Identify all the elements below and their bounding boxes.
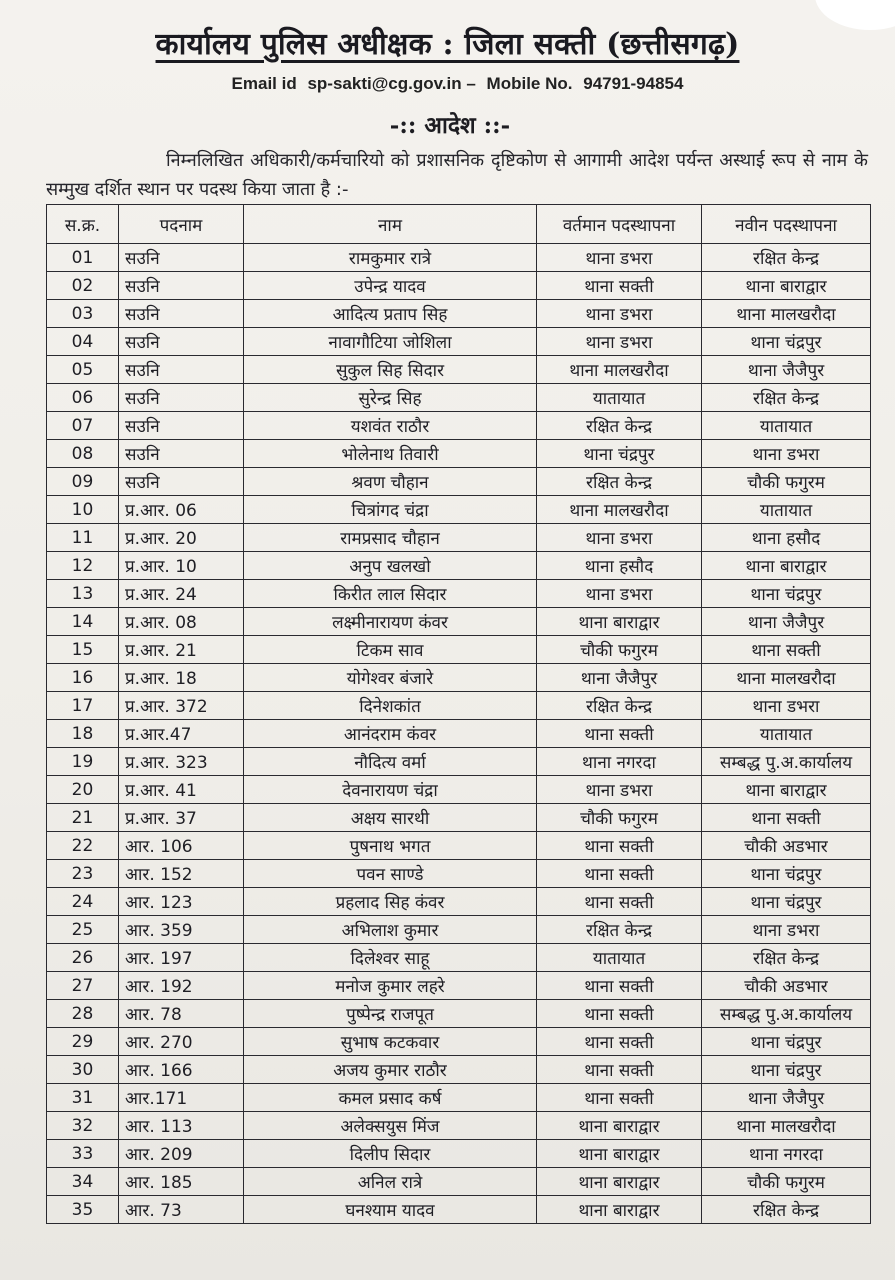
table-row bbox=[47, 972, 871, 1000]
designation-cell: सउनि bbox=[119, 384, 244, 412]
designation-cell: प्र.आर. 08 bbox=[119, 608, 244, 636]
table-row bbox=[47, 692, 871, 720]
table-row bbox=[47, 748, 871, 776]
new-posting-cell: थाना जैजैपुर bbox=[702, 1084, 871, 1112]
name-cell: यशवंत राठौर bbox=[244, 412, 537, 440]
new-posting-cell: थाना चंद्रपुर bbox=[702, 1056, 871, 1084]
designation-cell: आर. 166 bbox=[119, 1056, 244, 1084]
name-cell: भोलेनाथ तिवारी bbox=[244, 440, 537, 468]
current-posting-cell: थाना सक्ती bbox=[537, 1028, 702, 1056]
serial-cell: 19 bbox=[47, 748, 119, 776]
name-cell: अजय कुमार राठौर bbox=[244, 1056, 537, 1084]
serial-cell: 09 bbox=[47, 468, 119, 496]
table-row bbox=[47, 524, 871, 552]
new-posting-cell: थाना चंद्रपुर bbox=[702, 860, 871, 888]
current-posting-cell: थाना डभरा bbox=[537, 580, 702, 608]
current-posting-cell: थाना सक्ती bbox=[537, 888, 702, 916]
designation-cell: प्र.आर.47 bbox=[119, 720, 244, 748]
table-row bbox=[47, 720, 871, 748]
serial-cell: 32 bbox=[47, 1112, 119, 1140]
serial-cell: 28 bbox=[47, 1000, 119, 1028]
table-row bbox=[47, 1084, 871, 1112]
new-posting-cell: थाना बाराद्वार bbox=[702, 552, 871, 580]
new-posting-cell: थाना डभरा bbox=[702, 440, 871, 468]
table-row bbox=[47, 384, 871, 412]
new-posting-cell: सम्बद्ध पु.अ.कार्यालय bbox=[702, 1000, 871, 1028]
designation-cell: आर. 192 bbox=[119, 972, 244, 1000]
serial-cell: 30 bbox=[47, 1056, 119, 1084]
new-posting-cell: यातायात bbox=[702, 496, 871, 524]
col-header-new-posting: नवीन पदस्थापना bbox=[702, 205, 871, 244]
serial-cell: 18 bbox=[47, 720, 119, 748]
current-posting-cell: थाना बाराद्वार bbox=[537, 1168, 702, 1196]
new-posting-cell: थाना हसौद bbox=[702, 524, 871, 552]
table-row bbox=[47, 1056, 871, 1084]
new-posting-cell: रक्षित केन्द्र bbox=[702, 244, 871, 272]
serial-cell: 26 bbox=[47, 944, 119, 972]
serial-cell: 29 bbox=[47, 1028, 119, 1056]
serial-cell: 17 bbox=[47, 692, 119, 720]
serial-cell: 05 bbox=[47, 356, 119, 384]
table-row bbox=[47, 832, 871, 860]
current-posting-cell: रक्षित केन्द्र bbox=[537, 412, 702, 440]
designation-cell: आर. 185 bbox=[119, 1168, 244, 1196]
name-cell: किरीत लाल सिदार bbox=[244, 580, 537, 608]
email-address: sp-sakti@cg.gov.in – bbox=[307, 74, 476, 93]
table-row bbox=[47, 272, 871, 300]
name-cell: उपेन्द्र यादव bbox=[244, 272, 537, 300]
col-header-designation: पदनाम bbox=[119, 205, 244, 244]
name-cell: देवनारायण चंद्रा bbox=[244, 776, 537, 804]
current-posting-cell: थाना डभरा bbox=[537, 524, 702, 552]
designation-cell: सउनि bbox=[119, 440, 244, 468]
table-row bbox=[47, 440, 871, 468]
name-cell: टिकम साव bbox=[244, 636, 537, 664]
current-posting-cell: रक्षित केन्द्र bbox=[537, 916, 702, 944]
name-cell: मनोज कुमार लहरे bbox=[244, 972, 537, 1000]
name-cell: आदित्य प्रताप सिह bbox=[244, 300, 537, 328]
serial-cell: 01 bbox=[47, 244, 119, 272]
serial-cell: 10 bbox=[47, 496, 119, 524]
current-posting-cell: थाना डभरा bbox=[537, 328, 702, 356]
name-cell: पुषनाथ भगत bbox=[244, 832, 537, 860]
table-body bbox=[47, 244, 871, 1224]
new-posting-cell: थाना डभरा bbox=[702, 692, 871, 720]
serial-cell: 31 bbox=[47, 1084, 119, 1112]
intro-paragraph: निम्नलिखित अधिकारी/कर्मचारियो को प्रशासनिक दृष्टिकोण से आगामी आदेश पर्यन्त अस्थाई रूप से नाम के सम्मुख दर्शित स्थान पर पदस्थ किया जाता है :- bbox=[46, 150, 868, 200]
current-posting-cell: थाना चंद्रपुर bbox=[537, 440, 702, 468]
serial-cell: 12 bbox=[47, 552, 119, 580]
current-posting-cell: थाना डभरा bbox=[537, 244, 702, 272]
serial-cell: 15 bbox=[47, 636, 119, 664]
name-cell: अनुप खलखो bbox=[244, 552, 537, 580]
new-posting-cell: थाना चंद्रपुर bbox=[702, 888, 871, 916]
table-row bbox=[47, 244, 871, 272]
serial-cell: 07 bbox=[47, 412, 119, 440]
table-row bbox=[47, 412, 871, 440]
serial-cell: 11 bbox=[47, 524, 119, 552]
serial-cell: 03 bbox=[47, 300, 119, 328]
name-cell: प्रहलाद सिह कंवर bbox=[244, 888, 537, 916]
designation-cell: प्र.आर. 18 bbox=[119, 664, 244, 692]
new-posting-cell: चौकी फगुरम bbox=[702, 1168, 871, 1196]
serial-cell: 04 bbox=[47, 328, 119, 356]
name-cell: रामप्रसाद चौहान bbox=[244, 524, 537, 552]
table-row bbox=[47, 356, 871, 384]
name-cell: अनिल रात्रे bbox=[244, 1168, 537, 1196]
serial-cell: 02 bbox=[47, 272, 119, 300]
table-row bbox=[47, 1168, 871, 1196]
designation-cell: सउनि bbox=[119, 412, 244, 440]
table-header-row bbox=[47, 205, 871, 244]
designation-cell: प्र.आर. 323 bbox=[119, 748, 244, 776]
designation-cell: आर. 209 bbox=[119, 1140, 244, 1168]
designation-cell: आर. 152 bbox=[119, 860, 244, 888]
designation-cell: आर. 73 bbox=[119, 1196, 244, 1224]
new-posting-cell: चौकी अडभार bbox=[702, 972, 871, 1000]
contact-line bbox=[0, 74, 895, 94]
table-row bbox=[47, 328, 871, 356]
current-posting-cell: थाना बाराद्वार bbox=[537, 1140, 702, 1168]
name-cell: पुष्पेन्द्र राजपूत bbox=[244, 1000, 537, 1028]
table-row bbox=[47, 300, 871, 328]
current-posting-cell: थाना मालखरौदा bbox=[537, 356, 702, 384]
current-posting-cell: थाना सक्ती bbox=[537, 1084, 702, 1112]
col-header-current-posting: वर्तमान पदस्थापना bbox=[537, 205, 702, 244]
current-posting-cell: यातायात bbox=[537, 944, 702, 972]
col-header-serial: स.क्र. bbox=[47, 205, 119, 244]
designation-cell: प्र.आर. 372 bbox=[119, 692, 244, 720]
current-posting-cell: थाना सक्ती bbox=[537, 1056, 702, 1084]
table-row bbox=[47, 860, 871, 888]
new-posting-cell: थाना सक्ती bbox=[702, 636, 871, 664]
new-posting-cell: थाना चंद्रपुर bbox=[702, 580, 871, 608]
name-cell: दिनेशकांत bbox=[244, 692, 537, 720]
table-row bbox=[47, 580, 871, 608]
table-row bbox=[47, 776, 871, 804]
serial-cell: 13 bbox=[47, 580, 119, 608]
table-row bbox=[47, 1000, 871, 1028]
designation-cell: प्र.आर. 06 bbox=[119, 496, 244, 524]
serial-cell: 33 bbox=[47, 1140, 119, 1168]
new-posting-cell: चौकी फगुरम bbox=[702, 468, 871, 496]
name-cell: पवन साण्डे bbox=[244, 860, 537, 888]
designation-cell: प्र.आर. 41 bbox=[119, 776, 244, 804]
current-posting-cell: थाना मालखरौदा bbox=[537, 496, 702, 524]
table-row bbox=[47, 916, 871, 944]
name-cell: कमल प्रसाद कर्ष bbox=[244, 1084, 537, 1112]
name-cell: अलेक्सयुस मिंज bbox=[244, 1112, 537, 1140]
serial-cell: 27 bbox=[47, 972, 119, 1000]
name-cell: दिलेश्वर साहू bbox=[244, 944, 537, 972]
new-posting-cell: थाना सक्ती bbox=[702, 804, 871, 832]
current-posting-cell: थाना सक्ती bbox=[537, 720, 702, 748]
name-cell: सुरेन्द्र सिह bbox=[244, 384, 537, 412]
name-cell: योगेश्वर बंजारे bbox=[244, 664, 537, 692]
designation-cell: आर. 106 bbox=[119, 832, 244, 860]
serial-cell: 21 bbox=[47, 804, 119, 832]
new-posting-cell: चौकी अडभार bbox=[702, 832, 871, 860]
current-posting-cell: थाना हसौद bbox=[537, 552, 702, 580]
name-cell: नावागौटिया जोशिला bbox=[244, 328, 537, 356]
serial-cell: 06 bbox=[47, 384, 119, 412]
designation-cell: प्र.आर. 37 bbox=[119, 804, 244, 832]
new-posting-cell: यातायात bbox=[702, 412, 871, 440]
serial-cell: 24 bbox=[47, 888, 119, 916]
serial-cell: 14 bbox=[47, 608, 119, 636]
name-cell: चित्रांगद चंद्रा bbox=[244, 496, 537, 524]
name-cell: रामकुमार रात्रे bbox=[244, 244, 537, 272]
current-posting-cell: रक्षित केन्द्र bbox=[537, 468, 702, 496]
current-posting-cell: थाना नगरदा bbox=[537, 748, 702, 776]
designation-cell: प्र.आर. 21 bbox=[119, 636, 244, 664]
serial-cell: 20 bbox=[47, 776, 119, 804]
mobile-number: 94791-94854 bbox=[583, 74, 684, 93]
serial-cell: 25 bbox=[47, 916, 119, 944]
new-posting-cell: थाना चंद्रपुर bbox=[702, 1028, 871, 1056]
new-posting-cell: थाना मालखरौदा bbox=[702, 664, 871, 692]
name-cell: आनंदराम कंवर bbox=[244, 720, 537, 748]
current-posting-cell: थाना बाराद्वार bbox=[537, 1196, 702, 1224]
current-posting-cell: रक्षित केन्द्र bbox=[537, 692, 702, 720]
designation-cell: सउनि bbox=[119, 300, 244, 328]
name-cell: दिलीप सिदार bbox=[244, 1140, 537, 1168]
serial-cell: 35 bbox=[47, 1196, 119, 1224]
current-posting-cell: थाना सक्ती bbox=[537, 860, 702, 888]
name-cell: श्रवण चौहान bbox=[244, 468, 537, 496]
designation-cell: प्र.आर. 20 bbox=[119, 524, 244, 552]
current-posting-cell: यातायात bbox=[537, 384, 702, 412]
serial-cell: 23 bbox=[47, 860, 119, 888]
designation-cell: सउनि bbox=[119, 244, 244, 272]
designation-cell: आर. 78 bbox=[119, 1000, 244, 1028]
new-posting-cell: थाना बाराद्वार bbox=[702, 272, 871, 300]
current-posting-cell: थाना बाराद्वार bbox=[537, 1112, 702, 1140]
name-cell: सुभाष कटकवार bbox=[244, 1028, 537, 1056]
new-posting-cell: थाना मालखरौदा bbox=[702, 1112, 871, 1140]
current-posting-cell: चौकी फगुरम bbox=[537, 804, 702, 832]
mobile-label: Mobile No. bbox=[486, 74, 573, 93]
current-posting-cell: थाना बाराद्वार bbox=[537, 608, 702, 636]
current-posting-cell: थाना सक्ती bbox=[537, 972, 702, 1000]
new-posting-cell: रक्षित केन्द्र bbox=[702, 1196, 871, 1224]
table-row bbox=[47, 804, 871, 832]
name-cell: घनश्याम यादव bbox=[244, 1196, 537, 1224]
designation-cell: आर. 197 bbox=[119, 944, 244, 972]
new-posting-cell: थाना नगरदा bbox=[702, 1140, 871, 1168]
table-row bbox=[47, 1140, 871, 1168]
serial-cell: 34 bbox=[47, 1168, 119, 1196]
name-cell: अभिलाश कुमार bbox=[244, 916, 537, 944]
new-posting-cell: यातायात bbox=[702, 720, 871, 748]
new-posting-cell: थाना चंद्रपुर bbox=[702, 328, 871, 356]
office-title: कार्यालय पुलिस अधीक्षक : जिला सक्ती (छत्तीसगढ़) bbox=[155, 27, 740, 62]
posting-table bbox=[46, 204, 871, 1224]
new-posting-cell: थाना मालखरौदा bbox=[702, 300, 871, 328]
new-posting-cell: थाना जैजैपुर bbox=[702, 356, 871, 384]
table-row bbox=[47, 888, 871, 916]
designation-cell: आर. 123 bbox=[119, 888, 244, 916]
designation-cell: आर. 113 bbox=[119, 1112, 244, 1140]
designation-cell: सउनि bbox=[119, 272, 244, 300]
table-row bbox=[47, 1028, 871, 1056]
table-row bbox=[47, 496, 871, 524]
designation-cell: सउनि bbox=[119, 468, 244, 496]
designation-cell: आर. 359 bbox=[119, 916, 244, 944]
name-cell: लक्ष्मीनारायण कंवर bbox=[244, 608, 537, 636]
table-row bbox=[47, 468, 871, 496]
table-row bbox=[47, 664, 871, 692]
name-cell: नौदित्य वर्मा bbox=[244, 748, 537, 776]
new-posting-cell: थाना जैजैपुर bbox=[702, 608, 871, 636]
current-posting-cell: थाना सक्ती bbox=[537, 1000, 702, 1028]
new-posting-cell: रक्षित केन्द्र bbox=[702, 944, 871, 972]
order-heading: -:: आदेश ::- bbox=[389, 112, 511, 139]
serial-cell: 08 bbox=[47, 440, 119, 468]
current-posting-cell: थाना डभरा bbox=[537, 776, 702, 804]
email-label: Email id bbox=[231, 74, 297, 93]
serial-cell: 16 bbox=[47, 664, 119, 692]
table-row bbox=[47, 944, 871, 972]
designation-cell: सउनि bbox=[119, 328, 244, 356]
current-posting-cell: थाना सक्ती bbox=[537, 832, 702, 860]
table-row bbox=[47, 636, 871, 664]
table-row bbox=[47, 1196, 871, 1224]
new-posting-cell: सम्बद्ध पु.अ.कार्यालय bbox=[702, 748, 871, 776]
current-posting-cell: थाना डभरा bbox=[537, 300, 702, 328]
new-posting-cell: रक्षित केन्द्र bbox=[702, 384, 871, 412]
current-posting-cell: थाना सक्ती bbox=[537, 272, 702, 300]
current-posting-cell: चौकी फगुरम bbox=[537, 636, 702, 664]
designation-cell: सउनि bbox=[119, 356, 244, 384]
new-posting-cell: थाना बाराद्वार bbox=[702, 776, 871, 804]
designation-cell: प्र.आर. 10 bbox=[119, 552, 244, 580]
new-posting-cell: थाना डभरा bbox=[702, 916, 871, 944]
table-row bbox=[47, 552, 871, 580]
designation-cell: आर.171 bbox=[119, 1084, 244, 1112]
designation-cell: प्र.आर. 24 bbox=[119, 580, 244, 608]
name-cell: सुकुल सिह सिदार bbox=[244, 356, 537, 384]
table-row bbox=[47, 1112, 871, 1140]
name-cell: अक्षय सारथी bbox=[244, 804, 537, 832]
current-posting-cell: थाना जैजैपुर bbox=[537, 664, 702, 692]
table-row bbox=[47, 608, 871, 636]
serial-cell: 22 bbox=[47, 832, 119, 860]
col-header-name: नाम bbox=[244, 205, 537, 244]
designation-cell: आर. 270 bbox=[119, 1028, 244, 1056]
